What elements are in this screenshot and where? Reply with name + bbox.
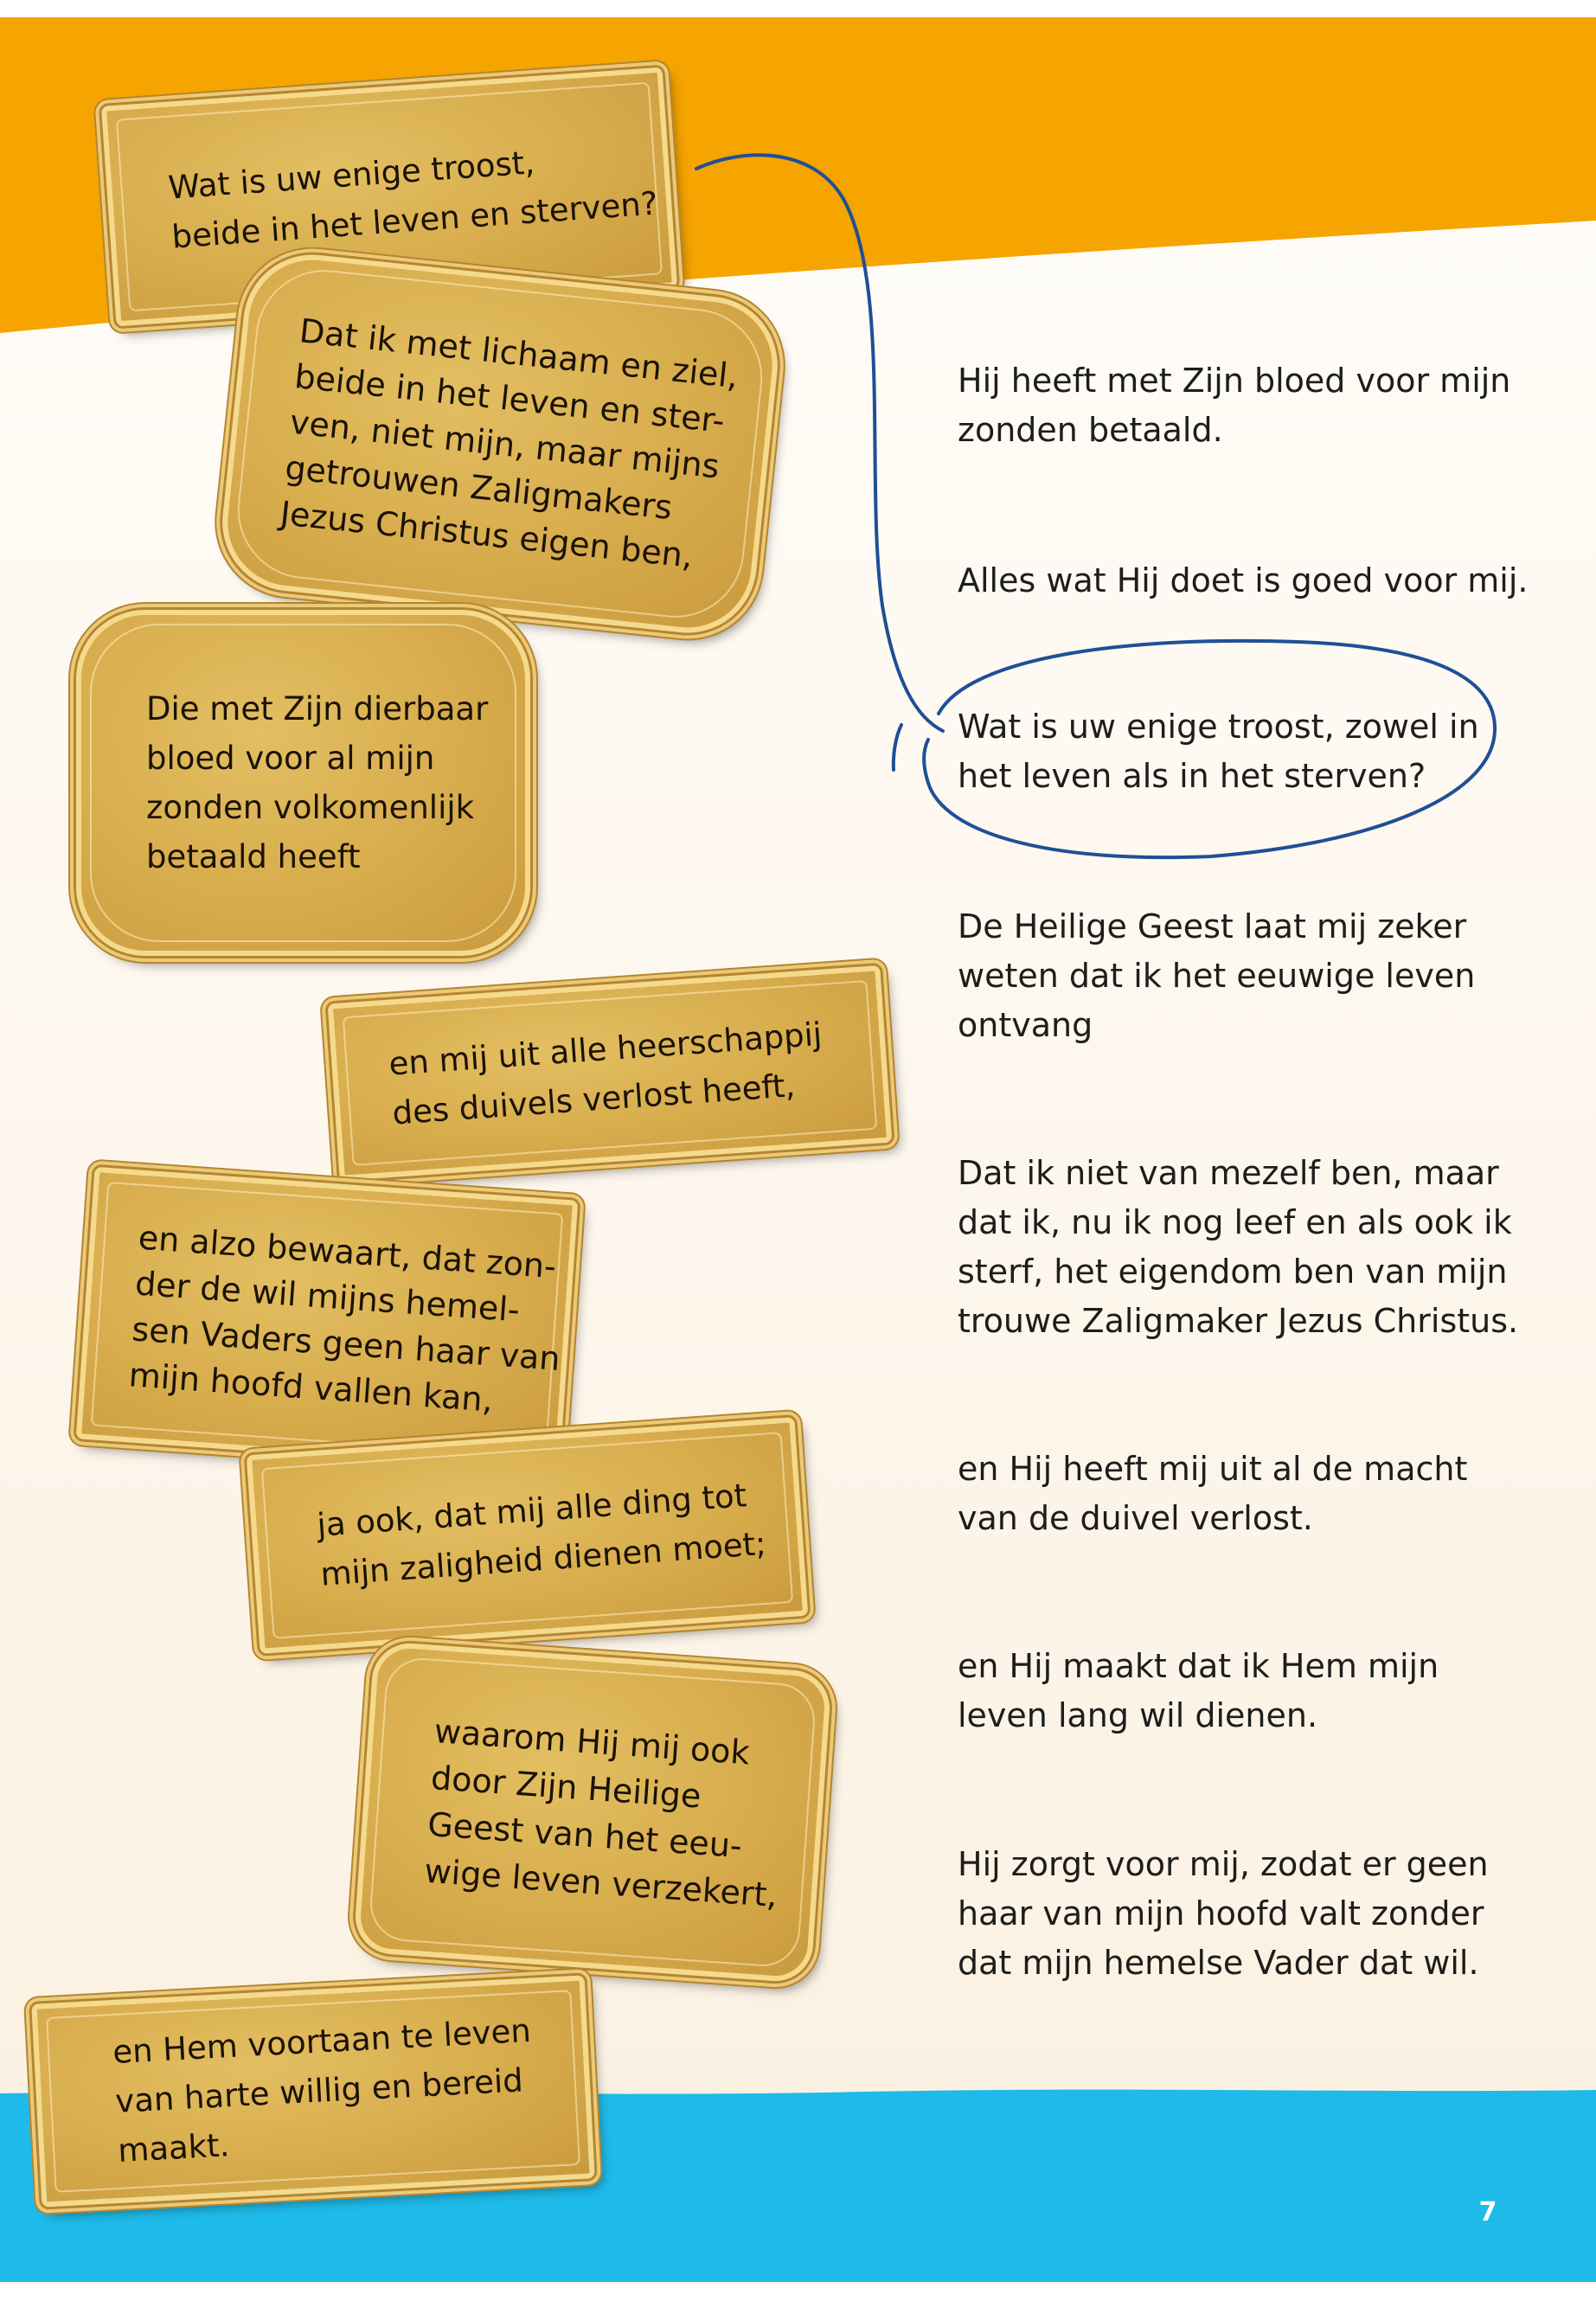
statement-hair: Hij zorgt voor mij, zodat er geen haar van mijn hoofd valt zonder dat mijn hemelse Vader dat wil. [958,1845,1489,1982]
plaque-salvation-text: ja ook, dat mij alle ding tot mijn zaligheid dienen moet; [316,1477,767,1593]
plaque-salvation [247,1417,808,1654]
plaque-willing-text: en Hem voortaan te leven van harte willig en bereid maakt. [112,2011,532,2170]
plaque-devil-power-text: en mij uit alle heerschappij des duivels verlost heeft, [388,1015,824,1132]
plaque-answer-body-soul [215,248,784,640]
statement-serve: en Hij maakt dat ik Hem mijn leven lang wil dienen. [958,1647,1439,1734]
plaque-precious-blood-text: Die met Zijn dierbaar bloed voor al mijn zonden volkomenlijk betaald heeft [146,690,489,875]
statement-devil: en Hij heeft mij uit al de macht van de duivel verlost. [958,1450,1468,1537]
statement-question: Wat is uw enige troost, zowel in het leven als in het sterven? [958,708,1479,795]
statement-own-self: Dat ik niet van mezelf ben, maar dat ik, nu ik nog leef en als ook ik sterf, het eigendom ben van mijn trouwe Zaligmaker Jezus Christus. [958,1154,1519,1340]
plaque-holy-spirit-text: waarom Hij mij ook door Zijn Heilige Geest van het eeu- wige leven verzekert, [423,1712,779,1915]
plaque-preserves [76,1167,579,1472]
plaque-holy-spirit [353,1641,832,1984]
statement-blood-paid: Hij heeft met Zijn bloed voor mijn zonden betaald. [958,362,1511,449]
plaque-willing [31,1975,594,2207]
plaque-answer-body-soul-text: Dat ik met lichaam en ziel, beide in het leven en ster- ven, niet mijn, maar mijns getrouwen Zaligmakers Jezus Christus eigen ben, [279,311,740,575]
plaque-precious-blood [76,610,530,956]
statement-holy-spirit: De Heilige Geest laat mij zeker weten dat ik het eeuwige leven ontvang [958,907,1476,1044]
statement-all-good: Alles wat Hij doet is goed voor mij. [958,561,1529,599]
page-number: 7 [1478,2197,1497,2227]
plaque-preserves-text: en alzo bewaart, dat zon- der de wil mijns hemel- sen Vaders geen haar van mijn hoofd vallen kan, [127,1218,561,1420]
plaque-question-text: Wat is uw enige troost, beide in het leven en sterven? [167,143,659,256]
